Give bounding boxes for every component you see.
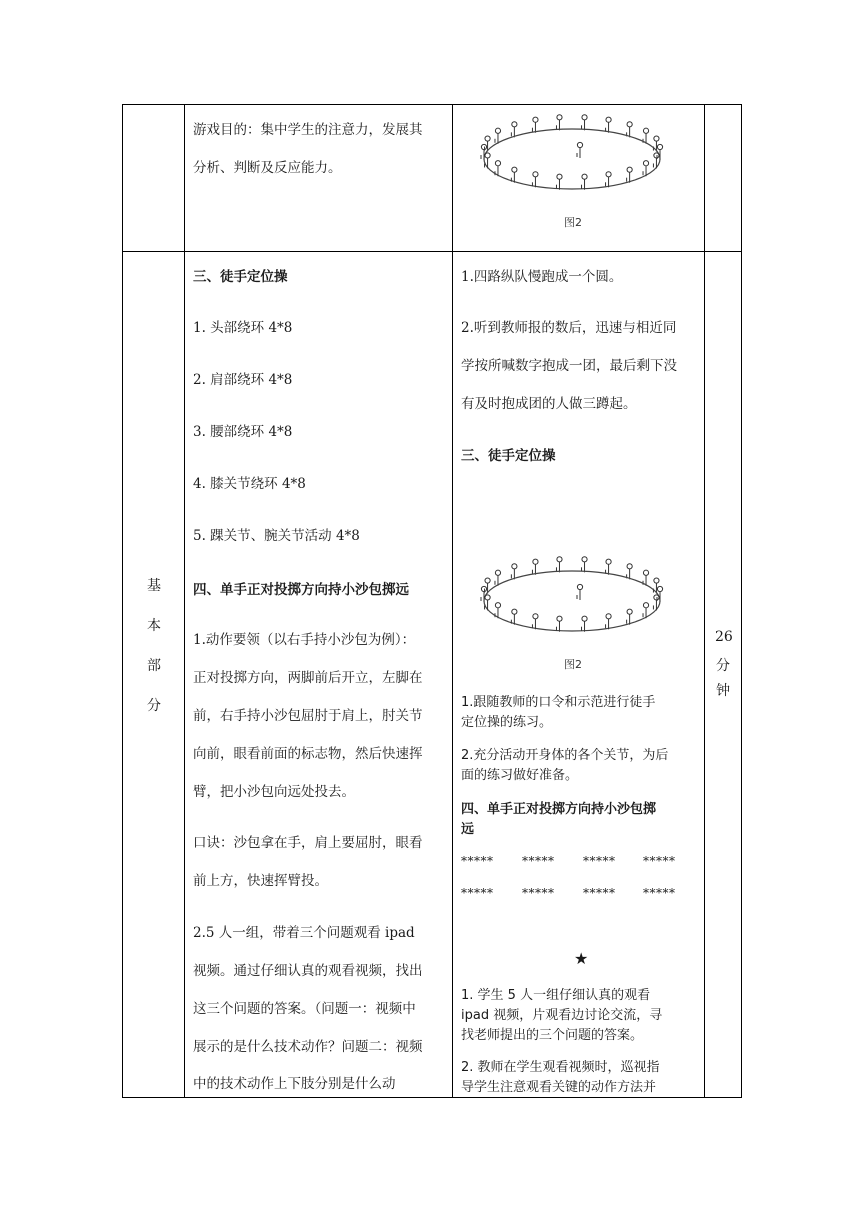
student-figure-icon: [577, 584, 583, 600]
org-heading-4-line-2: 远: [461, 822, 475, 837]
student-figure-icon: [556, 557, 562, 573]
essentials-line-1: 1.动作要领（以右手持小沙包为例）：: [193, 632, 416, 648]
student-figure-icon: [582, 174, 588, 190]
table-divider-3: [704, 104, 705, 1098]
time-unit-1: 分: [716, 658, 730, 674]
essentials-line-2: 正对投掷方向，两脚前后开立，左脚在: [193, 670, 423, 686]
circle-formation-figure-2: [472, 548, 692, 674]
table-border-right: [741, 104, 742, 1098]
student-figure-icon: [577, 142, 583, 158]
org-step-2-line-1: 2.听到教师报的数后，迅速与相近同: [461, 320, 677, 336]
student-figure-icon: [627, 609, 633, 625]
student-stars-row-2-group-2: *****: [522, 886, 555, 900]
table-divider-1: [184, 104, 185, 1098]
section-label-char-3: 部: [147, 658, 161, 674]
table-row-divider: [122, 251, 742, 252]
essentials-line-3: 前，右手持小沙包屈肘于肩上，肘关节: [193, 708, 423, 724]
student-figure-icon: [556, 115, 562, 131]
section-label-char-1: 基: [147, 578, 161, 594]
student-stars-row-1-group-3: *****: [583, 854, 616, 868]
figure-caption: 图2: [564, 658, 582, 671]
org-step-1: 1.四路纵队慢跑成一个圆。: [461, 269, 623, 285]
student-stars-row-2-group-3: *****: [583, 886, 616, 900]
video-task-line-2: 视频。通过仔细认真的观看视频，找出: [193, 963, 423, 979]
teacher-star-icon: ★: [574, 949, 589, 968]
org-step-3-line-2: 定位操的练习。: [461, 715, 553, 730]
essentials-line-5: 臂，把小沙包向远处投去。: [193, 784, 355, 800]
org-step-5-line-1: 1. 学生 5 人一组仔细认真的观看: [461, 988, 651, 1003]
student-stars-row-2-group-1: *****: [461, 886, 494, 900]
circle-formation-figure-1: [472, 106, 692, 232]
game-goal-line-1: 游戏目的：集中学生的注意力，发展其: [193, 122, 423, 138]
student-figure-icon: [556, 616, 562, 632]
video-task-line-3: 这三个问题的答案。（问题一：视频中: [193, 1001, 416, 1017]
student-stars-row-2-group-4: *****: [643, 886, 676, 900]
exercise-item-3: 3. 腰部绕环 4*8: [193, 424, 293, 440]
section-label-char-4: 分: [147, 698, 161, 714]
org-step-2-line-3: 有及时抱成团的人做三蹲起。: [461, 396, 637, 412]
org-step-6-line-1: 2. 教师在学生观看视频时，巡视指: [461, 1060, 660, 1075]
student-figure-icon: [627, 122, 633, 138]
student-figure-icon: [606, 614, 612, 630]
table-divider-2: [452, 104, 453, 1098]
student-figure-icon: [606, 117, 612, 133]
org-step-4-line-2: 面的练习做好准备。: [461, 768, 579, 783]
org-step-2-line-2: 学按所喊数字抱成一团，最后剩下没: [461, 358, 677, 374]
student-figure-icon: [606, 559, 612, 575]
student-figure-icon: [627, 564, 633, 580]
game-goal-line-2: 分析、判断及反应能力。: [193, 160, 342, 176]
student-figure-icon: [485, 153, 491, 169]
exercise-item-1: 1. 头部绕环 4*8: [193, 320, 293, 336]
student-figure-icon: [532, 559, 538, 575]
time-value: 26: [715, 629, 733, 645]
org-step-5-line-2: ipad 视频，片观看边讨论交流，寻: [461, 1008, 663, 1023]
content-heading-3: 三、徒手定位操: [193, 269, 288, 285]
student-stars-row-1-group-1: *****: [461, 854, 494, 868]
org-step-6-line-2: 导学生注意观看关键的动作方法并: [461, 1080, 657, 1095]
student-figure-icon: [532, 614, 538, 630]
student-figure-icon: [485, 595, 491, 611]
exercise-item-2: 2. 肩部绕环 4*8: [193, 372, 293, 388]
org-heading-4-line-1: 四、单手正对投掷方向持小沙包掷: [461, 802, 657, 817]
table-border-top: [122, 104, 742, 105]
video-task-line-1: 2.5 人一组，带着三个问题观看 ipad: [193, 925, 415, 941]
student-figure-icon: [582, 557, 588, 573]
student-figure-icon: [511, 609, 517, 625]
org-heading-3: 三、徒手定位操: [461, 448, 556, 464]
content-heading-4: 四、单手正对投掷方向持小沙包掷远: [193, 582, 409, 598]
figure-caption: 图2: [564, 216, 582, 229]
student-figure-icon: [511, 122, 517, 138]
mnemonic-line-2: 前上方，快速挥臂投。: [193, 873, 328, 889]
video-task-line-4: 展示的是什么技术动作？问题二：视频: [193, 1039, 423, 1055]
student-stars-row-1-group-2: *****: [522, 854, 555, 868]
student-figure-icon: [627, 167, 633, 183]
essentials-line-4: 向前，眼看前面的标志物，然后快速挥: [193, 746, 423, 762]
section-label-char-2: 本: [147, 618, 161, 634]
student-figure-icon: [556, 174, 562, 190]
org-step-4-line-1: 2.充分活动开身体的各个关节，为后: [461, 748, 669, 763]
exercise-item-5: 5. 踝关节、腕关节活动 4*8: [193, 528, 360, 544]
exercise-item-4: 4. 膝关节绕环 4*8: [193, 476, 306, 492]
video-task-line-5: 中的技术动作上下肢分别是什么动: [193, 1076, 396, 1092]
student-stars-row-1-group-4: *****: [643, 854, 676, 868]
student-figure-icon: [582, 616, 588, 632]
time-unit-2: 钟: [716, 683, 730, 699]
mnemonic-line-1: 口诀：沙包拿在手，肩上要屈肘，眼看: [193, 835, 423, 851]
student-figure-icon: [511, 167, 517, 183]
student-figure-icon: [511, 564, 517, 580]
student-figure-icon: [606, 172, 612, 188]
student-figure-icon: [582, 115, 588, 131]
org-step-5-line-3: 找老师提出的三个问题的答案。: [461, 1028, 644, 1043]
student-figure-icon: [532, 117, 538, 133]
student-figure-icon: [532, 172, 538, 188]
table-border-left: [122, 104, 123, 1098]
org-step-3-line-1: 1.跟随教师的口令和示范进行徒手: [461, 695, 656, 710]
